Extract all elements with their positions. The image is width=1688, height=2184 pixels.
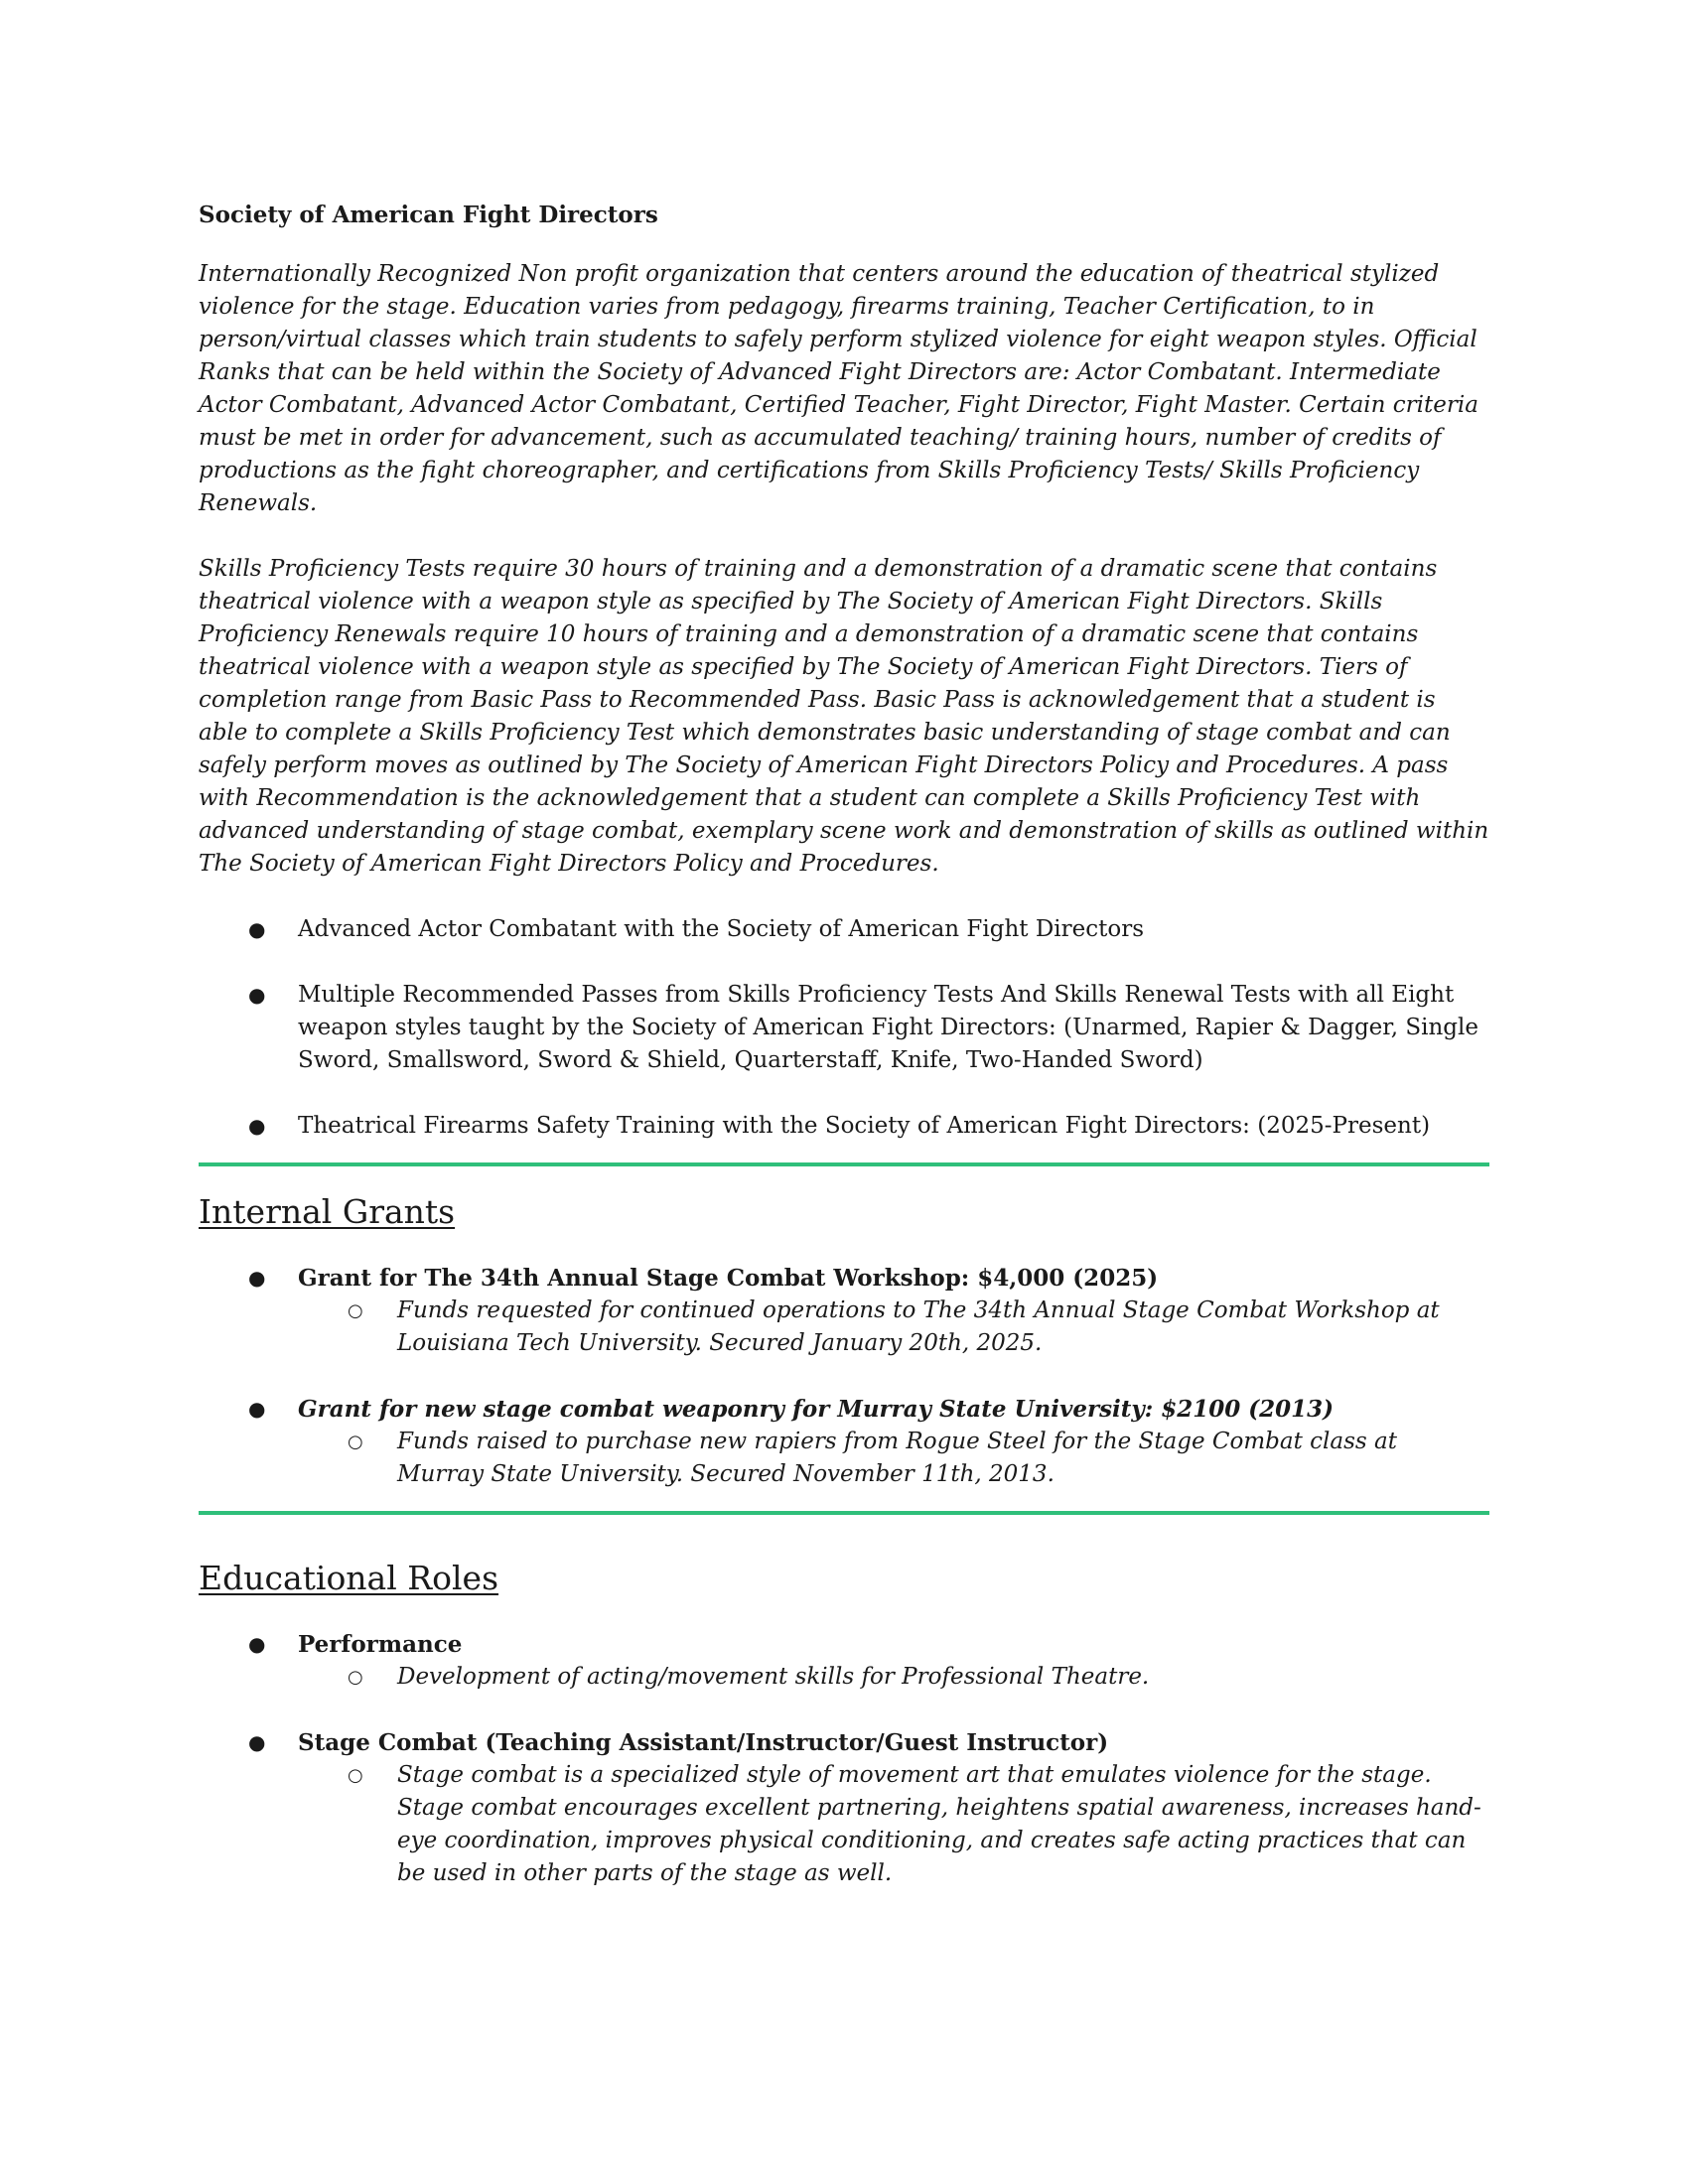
grant-item xyxy=(199,1393,1489,1491)
sub-bullet-icon: ○ xyxy=(348,1765,363,1786)
role-title: Stage Combat (Teaching Assistant/Instructor/Guest Instructor) xyxy=(298,1729,1109,1756)
bullet-icon: ● xyxy=(248,983,266,1007)
sub-bullet-icon: ○ xyxy=(348,1300,363,1321)
bullet-icon: ● xyxy=(248,1632,266,1656)
grant-detail xyxy=(199,1426,1489,1491)
section-heading-roles: Educational Roles xyxy=(199,1559,499,1597)
grant-detail-text: Funds requested for continued operations to The 34th Annual Stage Combat Workshop at Louisiana Tech University. Secured January 20th, 2025. xyxy=(397,1297,1440,1356)
resume-page xyxy=(199,199,1489,1923)
sub-bullet-icon: ○ xyxy=(348,1667,363,1688)
spacer xyxy=(199,881,1489,913)
grant-detail-list xyxy=(199,1426,1489,1491)
spacer xyxy=(199,1232,1489,1262)
list-item-text: Theatrical Firearms Safety Training with the Society of American Fight Directors: (2025-Present) xyxy=(298,1113,1431,1139)
grant-title: Grant for The 34th Annual Stage Combat Workshop: $4,000 (2025) xyxy=(298,1265,1159,1292)
spacer xyxy=(199,520,1489,553)
section-divider xyxy=(199,1511,1489,1515)
role-item xyxy=(199,1628,1489,1694)
bullet-icon: ● xyxy=(248,1114,266,1138)
grants-list xyxy=(199,1262,1489,1491)
bullet-icon: ● xyxy=(248,1730,266,1754)
role-detail xyxy=(199,1759,1489,1890)
role-title: Performance xyxy=(298,1631,463,1658)
list-item xyxy=(199,1110,1489,1143)
role-detail-text: Stage combat is a specialized style of movement art that emulates violence for the stage. Stage combat encourages excellent partnering, heightens spatial awareness, increases hand-eye coordination, improves physical conditioning, and creates safe acting practices that can be used in other parts of the stage as well. xyxy=(397,1762,1481,1886)
org-bullet-list xyxy=(199,913,1489,1143)
grant-detail xyxy=(199,1295,1489,1360)
grant-item xyxy=(199,1262,1489,1360)
grant-detail-list xyxy=(199,1295,1489,1360)
section-heading-grants: Internal Grants xyxy=(199,1192,456,1231)
list-item xyxy=(199,913,1489,946)
role-item xyxy=(199,1726,1489,1890)
bullet-icon: ● xyxy=(248,1397,266,1421)
bullet-icon: ● xyxy=(248,917,266,941)
list-item-text: Advanced Actor Combatant with the Society of American Fight Directors xyxy=(298,916,1145,942)
list-item xyxy=(199,979,1489,1077)
roles-list xyxy=(199,1628,1489,1890)
role-detail xyxy=(199,1661,1489,1694)
role-detail-list xyxy=(199,1661,1489,1694)
org-description: Internationally Recognized Non profit organization that centers around the education of theatrical stylized violence for the stage. Education varies from pedagogy, firearms training, Teacher Certification, to in person/virtual classes which train students to safely perform stylized violence for eight weapon styles. Official Ranks that can be held within the Society of Advanced Fight Directors are: Actor Combatant. Intermediate Actor Combatant, Advanced Actor Combatant, Certified Teacher, Fight Director, Fight Master. Certain criteria must be met in order for advancement, such as accumulated teaching/ training hours, number of credits of productions as the fight choreographer, and certifications from Skills Proficiency Tests/ Skills Proficiency Renewals. xyxy=(199,261,1478,516)
list-item-text: Multiple Recommended Passes from Skills Proficiency Tests And Skills Renewal Tests with all Eight weapon styles taught by the Society of American Fight Directors: (Unarmed, Rapier & Dagger, Single Sword, Smallsword, Sword & Shield, Quarterstaff, Knife, Two-Handed Sword) xyxy=(298,982,1478,1073)
skills-description: Skills Proficiency Tests require 30 hours of training and a demonstration of a dramatic scene that contains theatrical violence with a weapon style as specified by The Society of American Fight Directors. Skills Proficiency Renewals require 10 hours of training and a demonstration of a dramatic scene that contains theatrical violence with a weapon style as specified by The Society of American Fight Directors. Tiers of completion range from Basic Pass to Recommended Pass. Basic Pass is acknowledgement that a student is able to complete a Skills Proficiency Test which demonstrates basic understanding of stage combat and can safely perform moves as outlined by The Society of American Fight Directors Policy and Procedures. A pass with Recommendation is the acknowledgement that a student can complete a Skills Proficiency Test with advanced understanding of stage combat, exemplary scene work and demonstration of skills as outlined within The Society of American Fight Directors Policy and Procedures. xyxy=(199,556,1489,877)
bullet-icon: ● xyxy=(248,1266,266,1290)
section-divider xyxy=(199,1162,1489,1166)
sub-bullet-icon: ○ xyxy=(348,1432,363,1452)
org-title: Society of American Fight Directors xyxy=(199,202,658,228)
spacer xyxy=(199,1598,1489,1628)
grant-detail-text: Funds raised to purchase new rapiers from Rogue Steel for the Stage Combat class at Murray State University. Secured November 11th, 2013. xyxy=(397,1429,1397,1487)
grant-title: Grant for new stage combat weaponry for Murray State University: $2100 (2013) xyxy=(298,1396,1335,1423)
role-detail-text: Development of acting/movement skills for Professional Theatre. xyxy=(397,1664,1150,1690)
role-detail-list xyxy=(199,1759,1489,1890)
